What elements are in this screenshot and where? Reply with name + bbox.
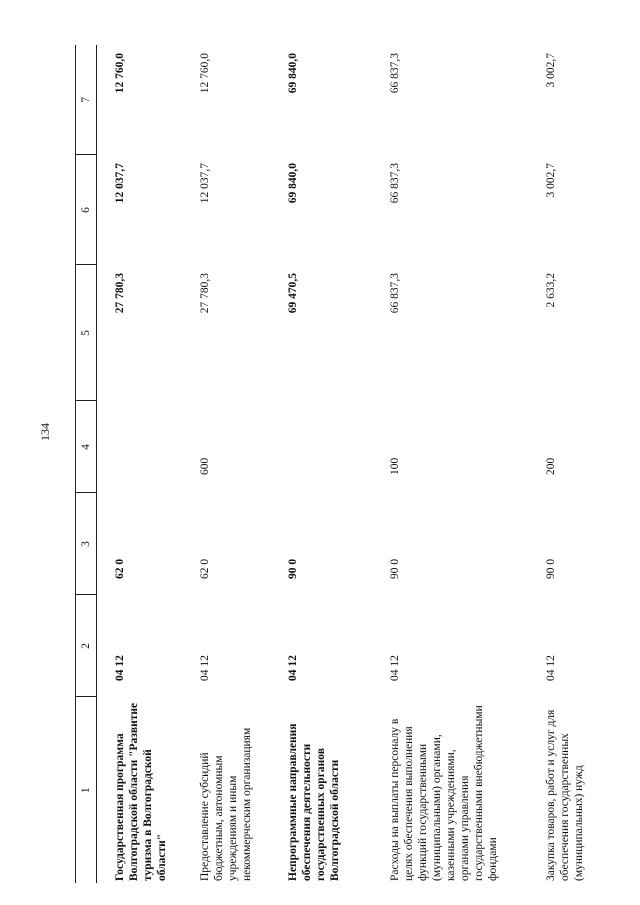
page-number: 134	[38, 423, 52, 441]
amount-col-5: 69 470,5	[287, 273, 299, 314]
amount-col-6: 12 037,7	[199, 163, 211, 204]
column-header: 2	[76, 595, 97, 697]
amount-col-5: 27 780,3	[199, 273, 211, 314]
section-code: 04 12	[199, 655, 211, 681]
amount-col-7: 66 837,3	[389, 53, 401, 94]
amount-col-5: 2 633,2	[545, 273, 557, 308]
table-row	[374, 45, 530, 883]
column-header: 6	[76, 155, 97, 265]
rotated-page-content	[75, 43, 615, 883]
table-row	[184, 45, 276, 883]
section-code: 04 12	[114, 655, 126, 681]
expense-type-code: 600	[199, 457, 211, 475]
row-name: Предоставление субсидий бюджетным, автономным учреждениям и иным некоммерческим организациям	[199, 727, 254, 881]
table-row	[530, 45, 604, 883]
section-code: 04 12	[287, 655, 299, 681]
target-article-code: 62 0	[114, 558, 126, 579]
amount-col-6: 12 037,7	[114, 163, 126, 204]
expense-type-code: 100	[389, 457, 401, 475]
expense-type-code: 200	[545, 457, 557, 475]
target-article-code: 90 0	[545, 558, 557, 579]
amount-col-5: 66 837,3	[389, 273, 401, 314]
amount-col-6: 69 840,0	[287, 163, 299, 204]
column-header: 3	[76, 493, 97, 595]
column-header: 4	[76, 401, 97, 493]
budget-table	[75, 45, 604, 883]
table-row	[276, 45, 374, 883]
amount-col-5: 27 780,3	[114, 273, 126, 314]
column-header: 5	[76, 265, 97, 401]
amount-col-7: 12 760,0	[114, 53, 126, 94]
section-code: 04 12	[389, 655, 401, 681]
row-name: Расходы на выплаты персоналу в целях обеспечения выполнения функций государственными (муниципальными) органами, казенными учреждениями, органами управления государственными внебюджетными фондами	[389, 705, 500, 881]
target-article-code: 90 0	[389, 558, 401, 579]
amount-col-7: 12 760,0	[199, 53, 211, 94]
column-header: 1	[76, 697, 97, 883]
expense-type-code	[276, 401, 374, 493]
amount-col-7: 69 840,0	[287, 53, 299, 94]
table-header-row	[76, 45, 97, 883]
row-name: Непрограммные направления обеспечения деятельности государственных органов Волгоградской области	[287, 723, 342, 881]
target-article-code: 90 0	[287, 558, 299, 579]
amount-col-6: 3 002,7	[545, 163, 557, 198]
row-name: Государственная программа Волгоградской области "Развитие туризма в Волгоградской области"	[114, 702, 169, 881]
column-header: 7	[76, 45, 97, 155]
table-row	[97, 45, 185, 883]
expense-type-code	[97, 401, 185, 493]
section-code: 04 12	[545, 655, 557, 681]
amount-col-6: 66 837,3	[389, 163, 401, 204]
amount-col-7: 3 002,7	[545, 53, 557, 88]
row-name: Закупка товаров, работ и услуг для обеспечения государственных (муниципальных) нужд	[545, 709, 586, 881]
target-article-code: 62 0	[199, 558, 211, 579]
